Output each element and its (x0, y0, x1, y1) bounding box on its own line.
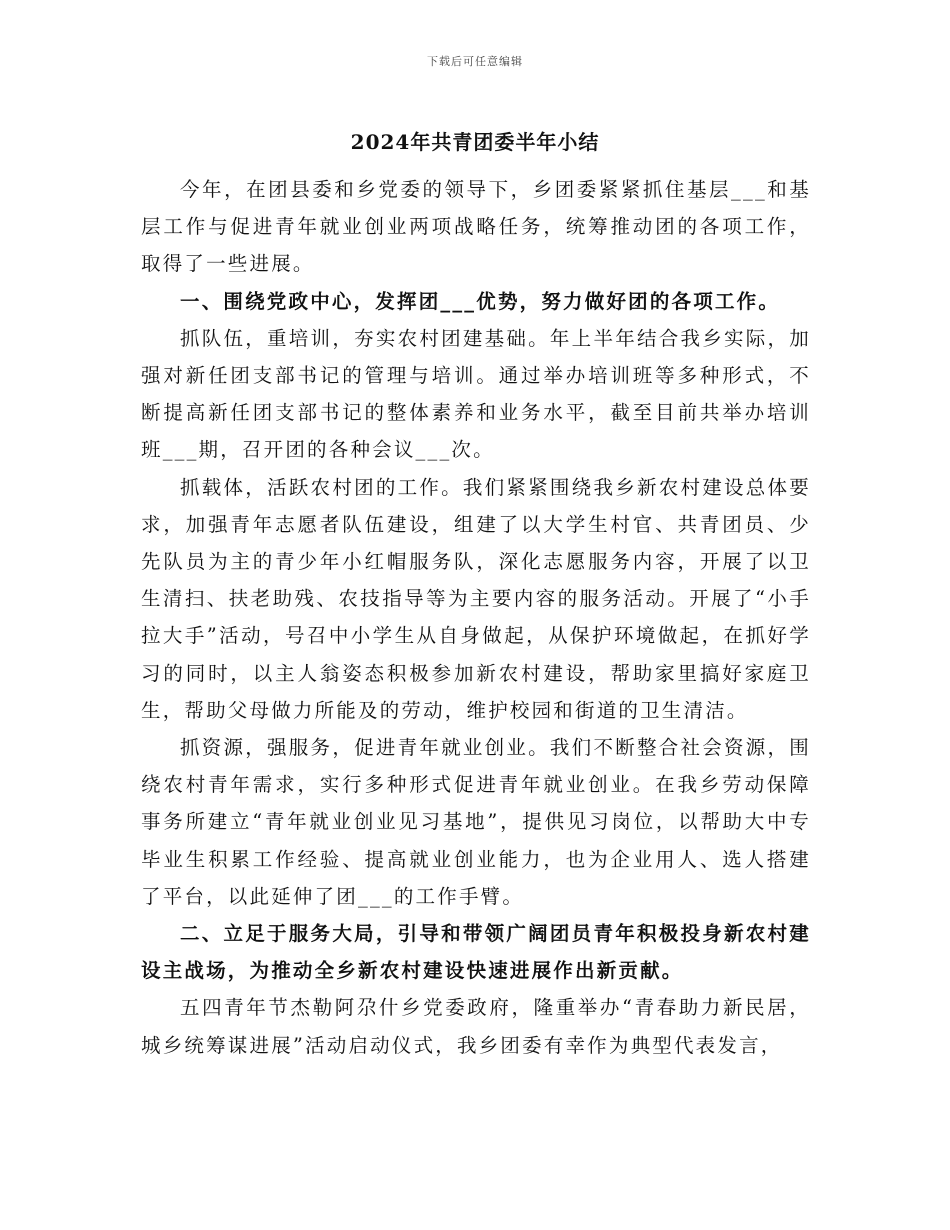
header-note: 下载后可任意编辑 (427, 55, 523, 68)
paragraph-youth-day: 五四青年节杰勒阿尕什乡党委政府，隆重举办“青春助力新民居，城乡统筹谋进展”活动启动仪式，我乡团委有幸作为典型代表发言， (141, 996, 811, 1057)
paragraph-intro: 今年，在团县委和乡党委的领导下，乡团委紧紧抓住基层___和基层工作与促进青年就业创业两项战略任务，统筹推动团的各项工作，取得了一些进展。 (141, 178, 811, 276)
section-heading-2: 二、立足于服务大局，引导和带领广阔团员青年积极投身新农村建设主战场，为推动全乡新农村建设快速进展作出新贡献。 (141, 922, 811, 983)
paragraph-rural-activities: 抓载体，活跃农村团的工作。我们紧紧围绕我乡新农村建设总体要求，加强青年志愿者队伍建设，组建了以大学生村官、共青团员、少先队员为主的青少年小红帽服务队，深化志愿服务内容，开展了以卫生清扫、扶老助残、农技指导等为主要内容的服务活动。开展了“小手拉大手”活动，号召中小学生从自身做起，从保护环境做起，在抓好学习的同时，以主人翁姿态积极参加新农村建设，帮助家里搞好家庭卫生，帮助父母做力所能及的劳动，维护校园和街道的卫生清洁。 (141, 475, 811, 722)
section-heading-1: 一、围绕党政中心，发挥团___优势，努力做好团的各项工作。 (180, 289, 781, 313)
document-body (141, 171, 811, 1064)
paragraph-employment: 抓资源，强服务，促进青年就业创业。我们不断整合社会资源，围绕农村青年需求，实行多种形式促进青年就业创业。在我乡劳动保障事务所建立“青年就业创业见习基地”，提供见习岗位，以帮助大中专毕业生积累工作经验、提高就业创业能力，也为企业用人、选人搭建了平台，以此延伸了团___的工作手臂。 (141, 736, 811, 908)
document-title: 2024年共青团委半年小结 (350, 130, 600, 154)
paragraph-team-training: 抓队伍，重培训，夯实农村团建基础。年上半年结合我乡实际，加强对新任团支部书记的管理与培训。通过举办培训班等多种形式，不断提高新任团支部书记的整体素养和业务水平，截至目前共举办培训班___期，召开团的各种会议___次。 (141, 326, 811, 462)
